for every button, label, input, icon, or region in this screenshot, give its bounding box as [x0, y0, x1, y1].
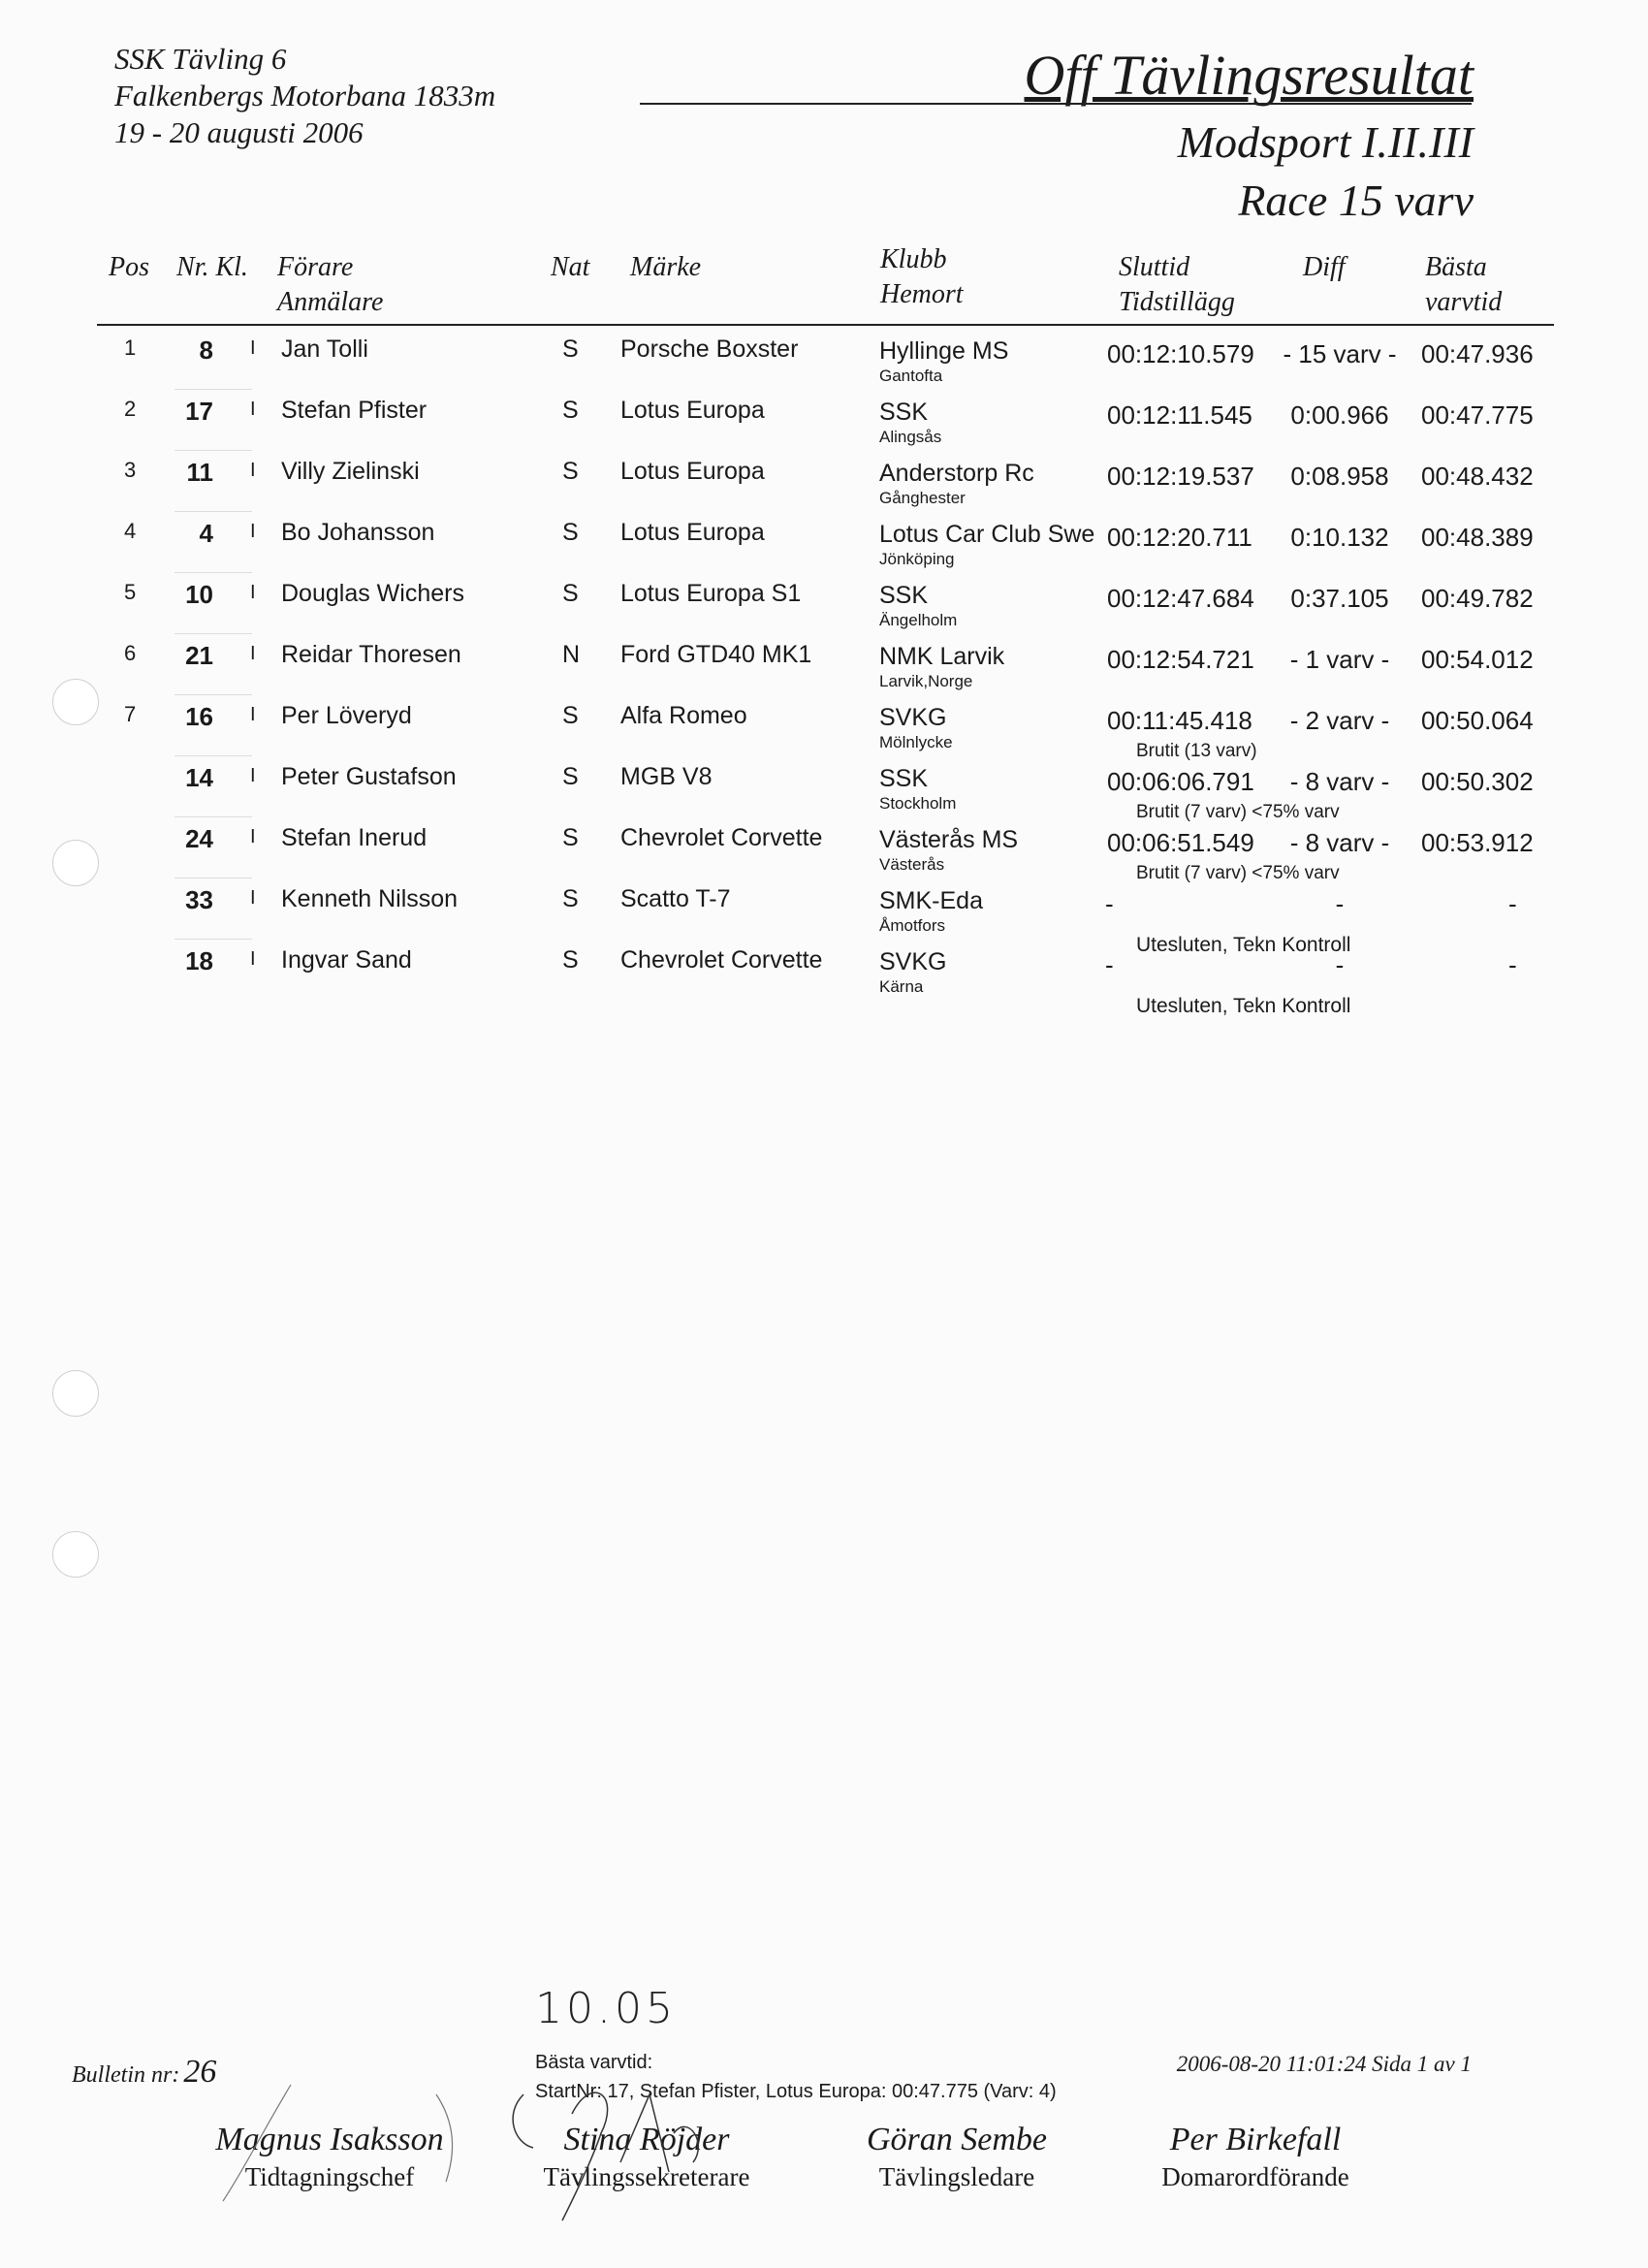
official: [1125, 2122, 1386, 2192]
cell-diff: 0:10.132: [1290, 523, 1389, 552]
cell-nr: 16: [185, 702, 213, 731]
row-separator: [174, 572, 252, 573]
col-tidstillagg-label: Tidstillägg: [1119, 287, 1235, 317]
cell-diff: 0:00.966: [1290, 400, 1389, 430]
col-pos: Pos: [109, 252, 149, 282]
cell-diff: - 8 varv -: [1289, 828, 1390, 857]
col-forare: [277, 250, 383, 320]
cell-nat: N: [562, 641, 581, 668]
cell-note: Utesluten, Tekn Kontroll: [1136, 995, 1351, 1017]
official-role: Tidtagningschef: [244, 2162, 415, 2191]
cell-kl: I: [250, 704, 256, 725]
cell-nat: S: [562, 458, 579, 485]
row-separator: [174, 511, 252, 512]
cell-home: Gånghester: [879, 489, 966, 507]
col-basta: [1425, 250, 1502, 320]
official: [826, 2122, 1088, 2192]
cell-nr: 8: [199, 335, 213, 365]
cell-pos: 1: [124, 335, 137, 360]
cell-driver: Villy Zielinski: [281, 458, 420, 485]
cell-home: Jönköping: [879, 550, 955, 568]
cell-driver: Reidar Thoresen: [281, 641, 461, 668]
cell-home: Stockholm: [879, 794, 957, 813]
cell-nr: 14: [185, 763, 213, 792]
cell-note: Utesluten, Tekn Kontroll: [1136, 934, 1351, 956]
table-row: [0, 939, 1648, 1017]
class-name: Modsport I.II.III: [1177, 117, 1474, 167]
cell-nr: 21: [185, 641, 213, 670]
table-row: [0, 511, 1648, 572]
col-basta-label: Bästa: [1425, 252, 1487, 282]
best-lap-label: Bästa varvtid:: [535, 2052, 653, 2073]
table-row: [0, 328, 1648, 389]
header-rule: [97, 324, 1554, 326]
cell-note: Brutit (7 varv) <75% varv: [1136, 802, 1340, 822]
cell-club: SSK: [879, 582, 929, 609]
cell-diff: -: [1335, 889, 1345, 918]
cell-kl: I: [250, 521, 256, 542]
row-separator: [174, 450, 252, 451]
cell-best: 00:47.775: [1421, 400, 1534, 430]
race-label: Race 15 varv: [1238, 176, 1474, 225]
cell-club: NMK Larvik: [879, 643, 1005, 670]
cell-home: Gantofta: [879, 367, 943, 385]
col-hemort-label: Hemort: [880, 279, 964, 309]
col-varvtid-label: varvtid: [1425, 287, 1503, 317]
cell-pos: 7: [124, 702, 137, 726]
cell-time: 00:06:51.549: [1107, 828, 1254, 857]
col-diff: Diff: [1303, 252, 1346, 282]
table-row: [0, 633, 1648, 694]
cell-club: Lotus Car Club Swe: [879, 521, 1095, 548]
cell-time: -: [1105, 889, 1114, 918]
cell-make: Chevrolet Corvette: [620, 824, 823, 851]
row-separator: [174, 694, 252, 695]
cell-diff: 0:37.105: [1290, 584, 1389, 613]
cell-nat: S: [562, 885, 579, 912]
cell-driver: Jan Tolli: [281, 335, 368, 363]
cell-nat: S: [562, 946, 579, 974]
cell-nat: S: [562, 824, 579, 851]
cell-nr: 11: [186, 458, 213, 487]
cell-nat: S: [562, 397, 579, 424]
cell-nr: 24: [185, 824, 213, 853]
cell-driver: Kenneth Nilsson: [281, 885, 459, 912]
table-row: [0, 694, 1648, 761]
cell-make: Lotus Europa: [620, 519, 765, 546]
cell-driver: Ingvar Sand: [281, 946, 412, 974]
handwritten-signature: [504, 2056, 756, 2230]
cell-make: Ford GTD40 MK1: [620, 641, 812, 668]
col-nr-kl: Nr. Kl.: [176, 252, 248, 282]
handwritten-signature: [204, 2075, 465, 2211]
cell-time: 00:12:11.545: [1107, 400, 1252, 430]
cell-diff: - 15 varv -: [1283, 339, 1397, 368]
cell-best: 00:48.432: [1421, 462, 1534, 491]
cell-time: 00:12:20.711: [1107, 523, 1252, 552]
official-name: Per Birkefall: [1169, 2122, 1342, 2157]
cell-home: Mölnlycke: [879, 733, 953, 751]
cell-diff: -: [1335, 950, 1345, 979]
col-sluttid: [1119, 250, 1235, 320]
cell-pos: 5: [124, 580, 137, 604]
cell-best: 00:50.064: [1421, 706, 1534, 735]
cell-note: Brutit (13 varv): [1136, 741, 1257, 761]
cell-time: 00:12:54.721: [1107, 645, 1254, 674]
cell-club: SVKG: [879, 948, 947, 975]
official-name: Magnus Isaksson: [215, 2122, 444, 2157]
cell-kl: I: [250, 643, 256, 664]
cell-home: Kärna: [879, 977, 924, 996]
table-row: [0, 450, 1648, 511]
cell-driver: Peter Gustafson: [281, 763, 457, 790]
cell-club: SSK: [879, 399, 929, 426]
event-info: [114, 41, 495, 151]
row-separator: [174, 939, 252, 940]
cell-make: MGB V8: [620, 763, 713, 790]
official-role: Tävlingsledare: [878, 2162, 1035, 2191]
cell-kl: I: [250, 582, 256, 603]
cell-best: 00:48.389: [1421, 523, 1534, 552]
cell-home: Larvik,Norge: [879, 672, 973, 690]
official-name: Göran Sembe: [866, 2122, 1048, 2157]
cell-time: 00:12:19.537: [1107, 462, 1254, 491]
title-rule: [640, 103, 1472, 105]
table-row: [0, 755, 1648, 822]
col-nat: Nat: [551, 252, 590, 282]
official-name: Stina Röjder: [563, 2122, 730, 2157]
cell-nr: 4: [199, 519, 213, 548]
cell-time: 00:12:47.684: [1107, 584, 1254, 613]
table-row: [0, 878, 1648, 956]
cell-best: 00:54.012: [1421, 645, 1534, 674]
bulletin: [72, 2054, 216, 2091]
cell-best: 00:47.936: [1421, 339, 1534, 368]
row-separator: [174, 389, 252, 390]
cell-make: Alfa Romeo: [620, 702, 747, 729]
cell-home: Ängelholm: [879, 611, 958, 629]
cell-nat: S: [562, 580, 579, 607]
cell-note: Brutit (7 varv) <75% varv: [1136, 863, 1340, 883]
event-line-1: SSK Tävling 6: [114, 42, 287, 76]
cell-time: 00:11:45.418: [1107, 706, 1252, 735]
handwritten-time: 10.05: [535, 1984, 677, 2033]
official-role: Tävlingssekreterare: [543, 2162, 750, 2191]
cell-club: SSK: [879, 765, 929, 792]
cell-home: Alingsås: [879, 428, 942, 446]
event-line-2: Falkenbergs Motorbana 1833m: [114, 79, 496, 112]
cell-nat: S: [562, 519, 579, 546]
bulletin-number: 26: [183, 2054, 217, 2090]
cell-nr: 33: [185, 885, 213, 914]
cell-make: Lotus Europa: [620, 397, 765, 424]
cell-best: 00:53.912: [1421, 828, 1534, 857]
cell-make: Chevrolet Corvette: [620, 946, 823, 974]
cell-make: Porsche Boxster: [620, 335, 799, 363]
cell-make: Scatto T-7: [620, 885, 731, 912]
row-separator: [174, 816, 252, 817]
cell-pos: 6: [124, 641, 137, 665]
cell-diff: - 8 varv -: [1289, 767, 1390, 796]
cell-diff: - 1 varv -: [1289, 645, 1390, 674]
best-lap-text: StartNr: 17, Stefan Pfister, Lotus Europa: 00:47.775 (Varv: 4): [535, 2081, 1057, 2102]
cell-nr: 17: [185, 397, 213, 426]
cell-best: -: [1508, 889, 1517, 918]
cell-nat: S: [562, 702, 579, 729]
cell-kl: I: [250, 948, 256, 970]
cell-nr: 10: [185, 580, 213, 609]
cell-diff: 0:08.958: [1290, 462, 1389, 491]
cell-nr: 18: [185, 946, 213, 975]
bulletin-label: Bulletin nr:: [72, 2062, 180, 2088]
col-marke: Märke: [630, 252, 702, 282]
cell-make: Lotus Europa: [620, 458, 765, 485]
cell-club: Hyllinge MS: [879, 337, 1009, 365]
cell-driver: Bo Johansson: [281, 519, 435, 546]
table-row: [0, 572, 1648, 633]
cell-pos: 3: [124, 458, 137, 482]
col-anmalare-label: Anmälare: [277, 287, 384, 317]
cell-best: 00:50.302: [1421, 767, 1534, 796]
cell-club: Västerås MS: [879, 826, 1019, 853]
cell-pos: 4: [124, 519, 137, 543]
cell-kl: I: [250, 765, 256, 786]
cell-pos: 2: [124, 397, 137, 421]
cell-nat: S: [562, 335, 579, 363]
punch-hole: [52, 1370, 99, 1417]
official-role: Domarordförande: [1161, 2162, 1349, 2191]
table-row: [0, 816, 1648, 883]
cell-driver: Per Löveryd: [281, 702, 412, 729]
cell-kl: I: [250, 399, 256, 420]
cell-driver: Stefan Inerud: [281, 824, 428, 851]
cell-best: 00:49.782: [1421, 584, 1534, 613]
cell-make: Lotus Europa S1: [620, 580, 802, 607]
print-timestamp: 2006-08-20 11:01:24 Sida 1 av 1: [1176, 2052, 1472, 2076]
cell-home: Västerås: [879, 855, 945, 874]
cell-nat: S: [562, 763, 579, 790]
cell-driver: Stefan Pfister: [281, 397, 428, 424]
cell-driver: Douglas Wichers: [281, 580, 464, 607]
cell-time: -: [1105, 950, 1114, 979]
cell-club: Anderstorp Rc: [879, 460, 1034, 487]
cell-club: SMK-Eda: [879, 887, 983, 914]
cell-time: 00:12:10.579: [1107, 339, 1254, 368]
cell-kl: I: [250, 460, 256, 481]
cell-best: -: [1508, 950, 1517, 979]
row-separator: [174, 755, 252, 756]
page-title: Off Tävlingsresultat: [1024, 44, 1474, 107]
cell-kl: I: [250, 887, 256, 909]
row-separator: [174, 633, 252, 634]
cell-kl: I: [250, 337, 256, 359]
cell-time: 00:06:06.791: [1107, 767, 1254, 796]
cell-kl: I: [250, 826, 256, 847]
event-line-3: 19 - 20 augusti 2006: [114, 115, 364, 149]
col-forare-label: Förare: [277, 252, 354, 282]
cell-club: SVKG: [879, 704, 947, 731]
col-klubb-label: Klubb: [880, 244, 947, 274]
cell-diff: - 2 varv -: [1289, 706, 1390, 735]
col-klubb: [880, 242, 964, 312]
col-sluttid-label: Sluttid: [1119, 252, 1190, 282]
punch-hole: [52, 1531, 99, 1578]
cell-home: Åmotfors: [879, 916, 946, 935]
table-row: [0, 389, 1648, 450]
